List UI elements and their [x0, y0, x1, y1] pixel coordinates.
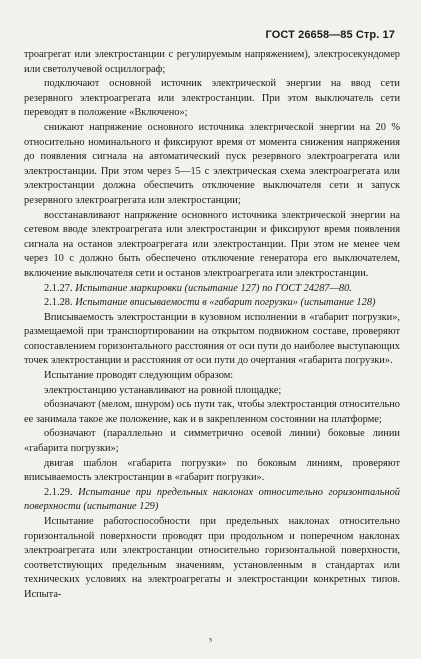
section-heading	[24, 296, 400, 311]
section-heading	[24, 282, 400, 297]
paragraph: подключают основной источник электрической энергии на ввод сети резервного электроагрегата или электростанции. При этом выключатель сети переводят в положение «Включено»;	[24, 78, 400, 119]
standard-number: ГОСТ 26658—85	[265, 29, 353, 41]
paragraph: электростанцию устанавливают на ровной площадке;	[44, 384, 282, 396]
section-title: Испытание вписываемости в «габарит погрузки» (испытание 128)	[75, 297, 376, 309]
paragraph: снижают напряжение основного источника электрической энергии на 20 % относительно номинального и фиксируют время от момента снижения напряжения до появления сигнала на автоматический пуск резервного электроагрегата или электростанции. При этом через 5—15 с электрическая схема электроагрегата или электростанции должна обеспечить отключение выключателя сети и запуск резервного электроагрегата или электростанции;	[24, 121, 400, 206]
paragraph: Вписываемость электростанции в кузовном исполнении в «габарит погрузки», размещаемой при транспортировании на открытом подвижном составе, проверяют сопоставлением горизонтального расстояния от оси пути до наиболее выступающих точек электростанции и расстояния от оси пути до очертания «габарита погрузки».	[24, 311, 400, 367]
paragraph: обозначают (мелом, шнуром) ось пути так, чтобы электростанция относительно ее занимала такое же положение, как и в закрепленном состоянии на платформе;	[24, 399, 400, 425]
section-title: Испытание маркировки (испытание 127) по ГОСТ 24287—80.	[75, 282, 352, 294]
paragraph: обозначают (параллельно и симметрично осевой линии) боковые линии «габарита погрузки»;	[24, 428, 400, 455]
page-header	[266, 29, 395, 41]
section-heading	[24, 486, 400, 515]
document-body	[24, 48, 400, 603]
section-number: 2.1.27.	[44, 282, 73, 294]
paragraph: Испытание работоспособности при предельных наклонах относительно горизонтальной поверхности проводят при продольном и поперечном наклонах электроагрегата или электростанции относительно горизонтальной поверхности, соответствующих предельным значениям, установленным в стандартах или технических условиях на электроагрегаты и электростанции конкретных типов. Испыта-	[24, 516, 400, 600]
section-number: 2.1.28.	[44, 297, 73, 309]
paragraph: двигая шаблон «габарита погрузки» по боковым линиям, проверяют вписываемость электростанции в «габарит погрузки».	[24, 457, 400, 484]
section-number: 2.1.29.	[44, 486, 73, 498]
paragraph: восстанавливают напряжение основного источника электрической энергии на сетевом вводе электроагрегата или электростанции и фиксируют время появления сигнала на останов электроагрегата или электростанции. При этом не менее чем через 10 с должно быть обеспечено отключение генератора его выключателем, включение выключателя сети и останов электроагрегата или электростанции.	[24, 209, 400, 279]
paragraph: Испытание проводят следующим образом:	[44, 370, 234, 382]
section-title: Испытание при предельных наклонах относительно горизонтальной поверхности (испытание 129)	[24, 486, 400, 513]
footer-mark: ⁵	[209, 636, 213, 646]
page-number: Стр. 17	[355, 29, 395, 41]
paragraph: троагрегат или электростанции с регулируемым напряжением), электросекундомер или светолучевой осциллограф;	[24, 49, 400, 75]
